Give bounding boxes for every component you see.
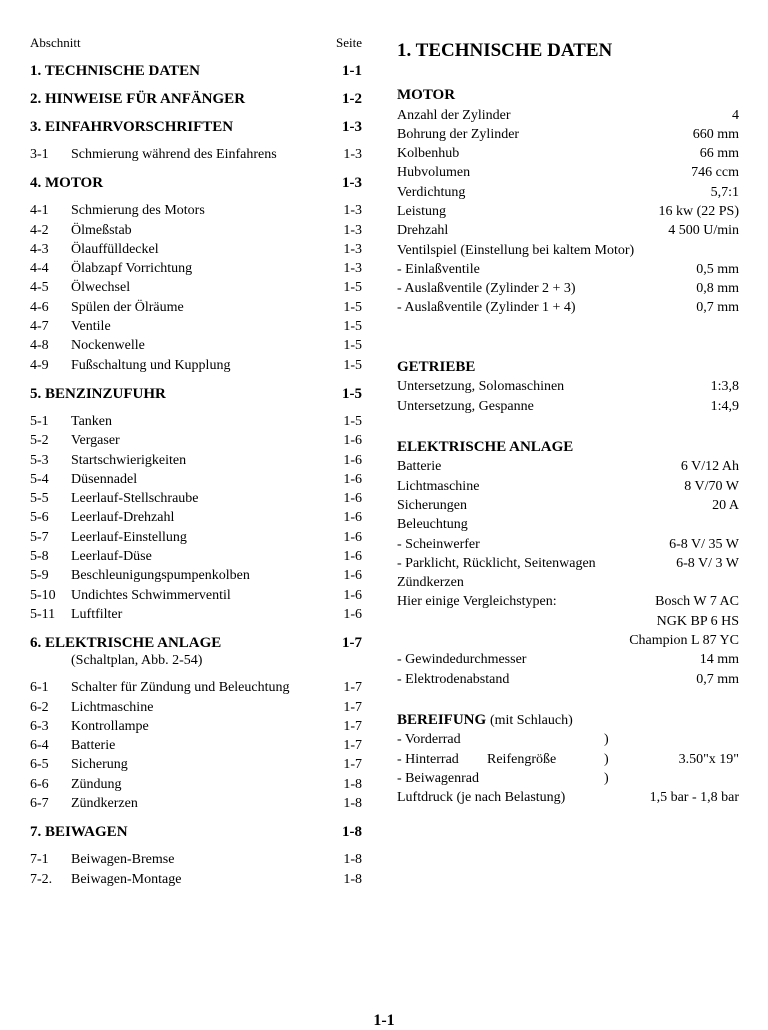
- bereifung-title: BEREIFUNG: [397, 711, 487, 728]
- toc-subsection-title: Beschleunigungspumpenkolben: [71, 568, 250, 584]
- toc-subsection-page: 1-6: [343, 510, 362, 526]
- toc-subsection: [30, 870, 362, 889]
- motor-value: 0,8 mm: [696, 281, 739, 297]
- toc-subsection-title: Luftfilter: [71, 606, 123, 622]
- toc-subsection-number: 5-7: [30, 529, 49, 545]
- toc-subsection-page: 1-8: [343, 852, 362, 868]
- elektrik-rows: [397, 457, 739, 689]
- motor-row: [397, 125, 739, 144]
- table-of-contents: [30, 35, 362, 889]
- elektrik-row: [397, 612, 739, 631]
- toc-subsection-number: 3-1: [30, 147, 49, 162]
- motor-label: - Auslaßventile (Zylinder 2 + 3): [397, 281, 576, 297]
- toc-section: [30, 62, 362, 80]
- elektrik-row: [397, 515, 739, 534]
- toc-subsection: [30, 528, 362, 547]
- tire-pressure-value: 1,5 bar - 1,8 bar: [649, 790, 739, 806]
- toc-subsection: [30, 356, 362, 375]
- toc-subsection-number: 5-2: [30, 433, 49, 449]
- elektrik-label: - Parklicht, Rücklicht, Seitenwagen: [397, 555, 596, 571]
- toc-subsection-title: Schmierung während des Einfahrens: [71, 147, 277, 162]
- toc-subsection-page: 1-6: [343, 568, 362, 584]
- toc-subsection-title: Schalter für Zündung und Beleuchtung: [71, 680, 290, 696]
- elektrik-value: 6 V/12 Ah: [680, 459, 739, 475]
- toc-subsection: [30, 240, 362, 259]
- tire-front-paren: ): [604, 732, 609, 748]
- toc-subsection-page: 1-8: [343, 871, 362, 887]
- getriebe-label: Untersetzung, Gespanne: [397, 398, 534, 414]
- toc-section-title: 3. EINFAHRVORSCHRIFTEN: [30, 119, 234, 135]
- toc-subsection: [30, 736, 362, 755]
- getriebe-label: Untersetzung, Solomaschinen: [397, 379, 565, 395]
- motor-row: [397, 241, 739, 260]
- elektrik-value: 14 mm: [699, 652, 739, 668]
- motor-heading: MOTOR: [397, 87, 456, 103]
- toc-subsection-number: 6-1: [30, 680, 49, 696]
- toc-section: [30, 118, 362, 136]
- elektrik-value: Champion L 87 YC: [629, 633, 739, 649]
- elektrik-label: [397, 612, 657, 631]
- toc-subsection-page: 1-6: [343, 491, 362, 507]
- elektrik-label: Beleuchtung: [397, 517, 468, 533]
- toc-subsection-number: 4-4: [30, 261, 49, 277]
- toc-subsection-title: Ventile: [71, 319, 111, 335]
- toc-subsection-page: 1-7: [343, 757, 362, 773]
- toc-subsection-number: 4-1: [30, 203, 49, 219]
- toc-subsection-page: 1-6: [343, 549, 362, 565]
- elektrik-value: 6-8 V/ 35 W: [669, 536, 739, 552]
- toc-subsection: [30, 678, 362, 697]
- toc-subsection-number: 4-2: [30, 222, 49, 238]
- toc-subsection: [30, 201, 362, 220]
- elektrik-row: [397, 477, 739, 496]
- toc-subsection: [30, 431, 362, 450]
- toc-subsection-title: Beiwagen-Montage: [71, 871, 182, 887]
- toc-subsection-page: 1-3: [343, 261, 362, 277]
- toc-subsection-number: 5-10: [30, 587, 56, 603]
- tire-row-rear: [397, 750, 739, 769]
- toc-subsection-page: 1-6: [343, 452, 362, 468]
- elektrik-row: [397, 592, 739, 611]
- toc-subsection-page: 1-5: [343, 280, 362, 296]
- motor-label: Hubvolumen: [397, 165, 471, 181]
- toc-section-page: 1-7: [342, 635, 362, 652]
- toc-subsection: [30, 605, 362, 624]
- toc-subsection: [30, 566, 362, 585]
- elektrik-label: Hier einige Vergleichstypen:: [397, 594, 557, 610]
- toc-subsection-title: Nockenwelle: [71, 338, 145, 354]
- elektrik-value: NGK BP 6 HS: [656, 613, 739, 629]
- toc-subsection-page: 1-5: [343, 299, 362, 315]
- toc-subsection: [30, 145, 362, 164]
- motor-value: 660 mm: [692, 126, 739, 142]
- motor-label: Leistung: [397, 203, 446, 219]
- tire-row-front: [397, 730, 739, 749]
- elektrik-value: 20 A: [712, 497, 739, 513]
- toc-section: [30, 385, 362, 403]
- toc-subsection-title: Schmierung des Motors: [71, 203, 205, 219]
- toc-subsection: [30, 298, 362, 317]
- toc-subsection-title: Sicherung: [71, 757, 128, 773]
- toc-subsection-title: Batterie: [71, 738, 116, 754]
- toc-subsection: [30, 547, 362, 566]
- toc-subsection: [30, 412, 362, 431]
- toc-subsection-number: 5-3: [30, 452, 49, 468]
- toc-subsection-page: 1-6: [343, 529, 362, 545]
- toc-subsection-number: 6-3: [30, 718, 49, 734]
- toc-subsection-number: 4-5: [30, 280, 49, 296]
- toc-subsection-number: 5-8: [30, 549, 49, 565]
- toc-subsection-page: 1-8: [343, 796, 362, 812]
- toc-subsection-page: 1-3: [343, 203, 362, 219]
- motor-row: [397, 163, 739, 182]
- elektrik-row: [397, 554, 739, 573]
- toc-subsection-page: 1-5: [343, 338, 362, 354]
- elektrik-label: Lichtmaschine: [397, 478, 480, 494]
- toc-subsection: [30, 698, 362, 717]
- motor-label: - Einlaßventile: [397, 261, 480, 277]
- toc-section-page: 1-5: [342, 385, 362, 402]
- toc-subsection: [30, 794, 362, 813]
- toc-subsection-title: Startschwierigkeiten: [71, 452, 187, 468]
- motor-row: [397, 279, 739, 298]
- toc-subsection: [30, 586, 362, 605]
- getriebe-value: 1:4,9: [710, 398, 739, 414]
- motor-value: 4: [732, 107, 739, 123]
- toc-subsection-page: 1-3: [343, 147, 362, 162]
- toc-subsection-page: 1-5: [343, 357, 362, 373]
- motor-value: 0,5 mm: [696, 261, 739, 277]
- toc-section-title: 6. ELEKTRISCHE ANLAGE: [30, 635, 222, 652]
- toc-subsection: [30, 755, 362, 774]
- toc-body: [30, 62, 362, 889]
- toc-subsection-title: Zündung: [71, 776, 122, 792]
- toc-subsection-number: 5-1: [30, 413, 49, 429]
- bereifung-heading: [397, 711, 739, 731]
- technical-data: [397, 40, 739, 808]
- elektrik-value: 8 V/70 W: [684, 478, 739, 494]
- toc-subsection-number: 7-1: [30, 852, 49, 868]
- toc-subsection-page: 1-7: [343, 699, 362, 715]
- elektrik-value: Bosch W 7 AC: [655, 594, 739, 610]
- motor-value: 5,7:1: [710, 184, 739, 200]
- toc-subsection-page: 1-7: [343, 680, 362, 696]
- toc-subsection-list: [30, 201, 362, 375]
- getriebe-value: 1:3,8: [710, 379, 739, 395]
- toc-subsection-number: 6-6: [30, 776, 49, 792]
- toc-subsection: [30, 775, 362, 794]
- toc-subsection-number: 4-8: [30, 338, 49, 354]
- tire-sidecar-paren: ): [604, 771, 609, 787]
- toc-subsection-list: [30, 145, 362, 164]
- toc-subsection-title: Ölmeßstab: [71, 222, 132, 238]
- elektrik-row: [397, 631, 739, 650]
- toc-subsection-number: 6-7: [30, 796, 49, 812]
- getriebe-rows: [397, 377, 739, 416]
- toc-section-title: 7. BEIWAGEN: [30, 824, 128, 841]
- elektrik-label: [397, 631, 629, 650]
- toc-subsection-title: Tanken: [71, 413, 113, 429]
- toc-subsection-number: 5-11: [30, 606, 56, 622]
- tire-sidecar-label: - Beiwagenrad: [397, 771, 480, 787]
- motor-row: [397, 106, 739, 125]
- toc-subsection-page: 1-6: [343, 606, 362, 622]
- elektrik-label: Zündkerzen: [397, 575, 464, 591]
- motor-row: [397, 144, 739, 163]
- toc-subsection-page: 1-3: [343, 241, 362, 257]
- toc-section-title: 1. TECHNISCHE DATEN: [30, 63, 200, 79]
- tire-row-sidecar: [397, 769, 739, 788]
- motor-value: 66 mm: [699, 146, 739, 162]
- toc-subsection: [30, 470, 362, 489]
- toc-subsection-page: 1-6: [343, 433, 362, 449]
- toc-subsection: [30, 221, 362, 240]
- toc-section-page: 1-3: [342, 175, 362, 192]
- elektrik-heading: ELEKTRISCHE ANLAGE: [397, 438, 574, 455]
- toc-subsection: [30, 278, 362, 297]
- toc-subsection-page: 1-5: [343, 413, 362, 429]
- toc-subsection-list: [30, 850, 362, 889]
- elektrik-label: - Scheinwerfer: [397, 536, 480, 552]
- toc-subsection-title: Leerlauf-Drehzahl: [71, 510, 175, 526]
- elektrik-row: [397, 650, 739, 669]
- elektrik-row: [397, 670, 739, 689]
- toc-section-title: 4. MOTOR: [30, 175, 104, 192]
- toc-subsection-title: Zündkerzen: [71, 796, 138, 812]
- motor-row: [397, 221, 739, 240]
- motor-label: Bohrung der Zylinder: [397, 126, 520, 142]
- elektrik-label: Sicherungen: [397, 497, 467, 513]
- elektrik-label: - Elektrodenabstand: [397, 671, 510, 687]
- elektrik-value: 0,7 mm: [696, 671, 739, 687]
- toc-section-page: 1-2: [342, 91, 362, 107]
- toc-subsection: [30, 508, 362, 527]
- getriebe-row: [397, 397, 739, 416]
- toc-subsection-number: 6-2: [30, 699, 49, 715]
- toc-subsection-title: Düsennadel: [71, 471, 138, 487]
- toc-section: [30, 634, 362, 652]
- elektrik-row: [397, 535, 739, 554]
- toc-subsection: [30, 717, 362, 736]
- motor-label: Kolbenhub: [397, 146, 460, 162]
- motor-row: [397, 202, 739, 221]
- bereifung-note: (mit Schlauch): [489, 712, 573, 728]
- toc-subsection-number: 7-2.: [30, 871, 53, 887]
- toc-subsection-title: Spülen der Ölräume: [71, 299, 184, 315]
- toc-subsection: [30, 850, 362, 869]
- toc-header: [30, 35, 362, 53]
- toc-subsection-title: Beiwagen-Bremse: [71, 852, 175, 868]
- toc-subsection: [30, 489, 362, 508]
- toc-subsection-number: 4-3: [30, 241, 49, 257]
- toc-subsection-list: [30, 678, 362, 813]
- motor-value: 16 kw (22 PS): [658, 203, 739, 219]
- tire-front-label: - Vorderrad: [397, 732, 461, 748]
- toc-subsection-title: Leerlauf-Einstellung: [71, 529, 187, 545]
- tire-size-value: 3.50"x 19": [678, 751, 739, 767]
- toc-section: [30, 90, 362, 108]
- toc-subsection-title: Leerlauf-Düse: [71, 549, 152, 565]
- getriebe-heading: GETRIEBE: [397, 358, 476, 375]
- toc-subsection-number: 5-5: [30, 491, 49, 507]
- toc-subsection-number: 4-9: [30, 357, 49, 373]
- toc-subsection: [30, 259, 362, 278]
- motor-row: [397, 260, 739, 279]
- spec-title: 1. TECHNISCHE DATEN: [397, 40, 613, 61]
- toc-subsection-page: 1-3: [343, 222, 362, 238]
- motor-row: [397, 298, 739, 317]
- page-number: 1-1: [373, 1012, 395, 1029]
- elektrik-row: [397, 496, 739, 515]
- toc-section-title: 2. HINWEISE FÜR ANFÄNGER: [30, 91, 246, 107]
- motor-value: 0,7 mm: [696, 300, 739, 316]
- toc-section-page: 1-8: [342, 824, 362, 841]
- toc-subsection-page: 1-8: [343, 776, 362, 792]
- toc-subsection-number: 5-9: [30, 568, 49, 584]
- toc-subsection-number: 6-5: [30, 757, 49, 773]
- toc-subsection-page: 1-5: [343, 319, 362, 335]
- toc-subsection-title: Kontrollampe: [71, 718, 149, 734]
- toc-subsection-title: Ölauffülldeckel: [71, 241, 159, 257]
- toc-section-note: (Schaltplan, Abb. 2-54): [71, 653, 203, 669]
- toc-subsection-page: 1-6: [343, 471, 362, 487]
- tire-rear-paren: ): [604, 751, 609, 767]
- tire-pressure-label: Luftdruck (je nach Belastung): [397, 790, 566, 806]
- motor-label: Ventilspiel (Einstellung bei kaltem Motor): [397, 242, 635, 258]
- motor-value: 746 ccm: [691, 165, 739, 181]
- toc-subsection-page: 1-6: [343, 587, 362, 603]
- toc-header-page: Seite: [336, 35, 362, 50]
- toc-subsection-page: 1-7: [343, 718, 362, 734]
- getriebe-row: [397, 377, 739, 396]
- elektrik-label: Batterie: [397, 459, 442, 475]
- motor-label: Drehzahl: [397, 223, 449, 239]
- toc-subsection-title: Undichtes Schwimmerventil: [71, 587, 231, 603]
- motor-label: Verdichtung: [397, 184, 466, 200]
- elektrik-label: - Gewindedurchmesser: [397, 652, 527, 668]
- toc-subsection-number: 5-4: [30, 471, 49, 487]
- elektrik-value: 6-8 V/ 3 W: [676, 555, 739, 571]
- toc-subsection-page: 1-7: [343, 738, 362, 754]
- toc-section-title: 5. BENZINZUFUHR: [30, 385, 166, 402]
- toc-subsection-number: 4-7: [30, 319, 49, 335]
- tire-pressure-row: [397, 788, 739, 807]
- motor-value: 4 500 U/min: [668, 223, 739, 239]
- toc-section-page: 1-1: [342, 63, 362, 79]
- toc-subsection-list: [30, 412, 362, 624]
- motor-label: - Auslaßventile (Zylinder 1 + 4): [397, 300, 576, 316]
- toc-section-page: 1-3: [342, 119, 362, 135]
- tire-size-label: Reifengröße: [487, 751, 557, 767]
- motor-label: Anzahl der Zylinder: [397, 107, 511, 123]
- toc-section: [30, 823, 362, 841]
- toc-header-section: Abschnitt: [30, 35, 81, 50]
- toc-subsection-number: 5-6: [30, 510, 49, 526]
- toc-subsection: [30, 317, 362, 336]
- motor-row: [397, 183, 739, 202]
- motor-rows: [397, 106, 739, 318]
- toc-subsection-title: Ölwechsel: [71, 280, 131, 296]
- toc-subsection-title: Leerlauf-Stellschraube: [71, 491, 199, 507]
- toc-subsection: [30, 451, 362, 470]
- toc-section: [30, 174, 362, 192]
- elektrik-row: [397, 457, 739, 476]
- toc-subsection-title: Fußschaltung und Kupplung: [71, 357, 231, 373]
- toc-subsection-number: 6-4: [30, 738, 49, 754]
- tire-rear-label: - Hinterrad: [397, 751, 459, 767]
- toc-subsection-title: Ölabzapf Vorrichtung: [71, 261, 193, 277]
- toc-subsection-title: Lichtmaschine: [71, 699, 154, 715]
- toc-subsection: [30, 336, 362, 355]
- elektrik-row: [397, 573, 739, 592]
- toc-subsection-title: Vergaser: [71, 433, 120, 449]
- toc-subsection-number: 4-6: [30, 299, 49, 315]
